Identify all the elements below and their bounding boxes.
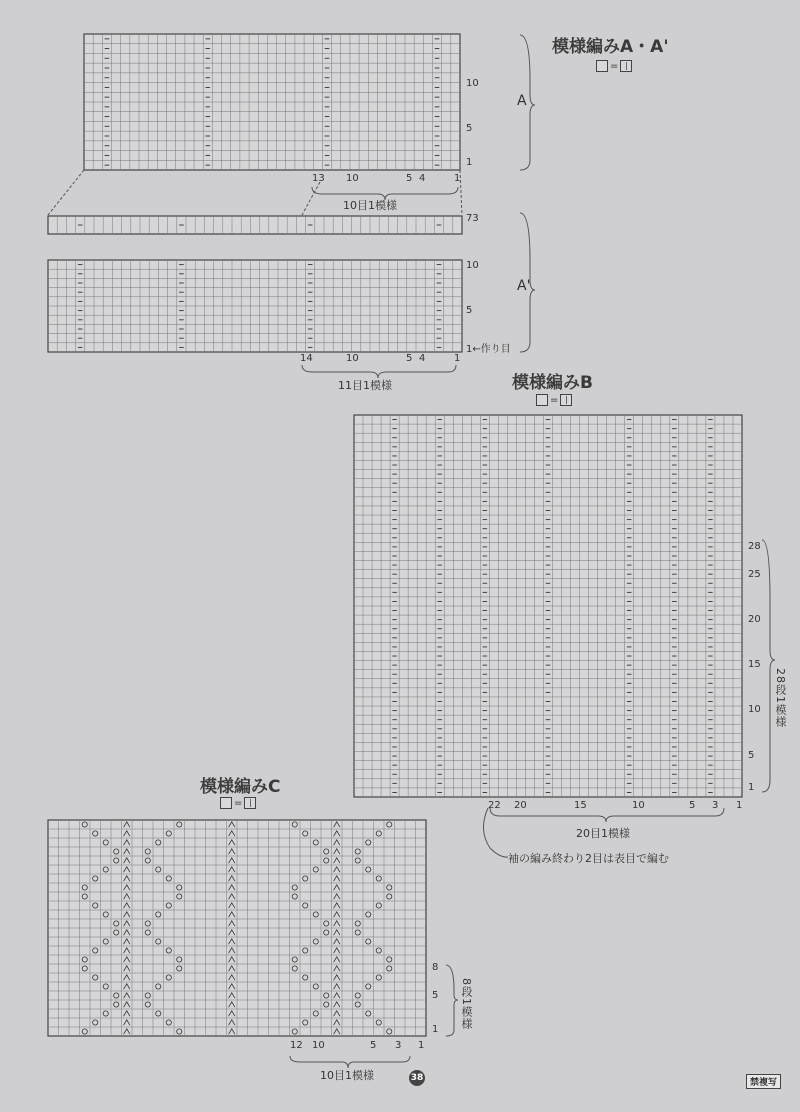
chart-b-row-label: 10 — [748, 704, 761, 715]
chart-a-grid — [84, 34, 460, 170]
chart-a-prime-col-label: 10 — [346, 353, 359, 364]
chart-a-prime-col-label: 4 — [419, 353, 426, 364]
chart-a-row-label: 5 — [466, 123, 473, 134]
chart-b-row-label: 5 — [748, 750, 755, 761]
chart-a-repeat: 10目1模様 — [343, 199, 397, 212]
chart-a-col-label: 4 — [419, 173, 426, 184]
chart-b-grid — [354, 415, 742, 797]
chart-a-prime-col-label: 14 — [300, 353, 313, 364]
chart-b-row-label: 1 — [748, 782, 755, 793]
chart-a-prime-side-label: A' — [517, 278, 531, 294]
chart-b-col-label: 1 — [736, 800, 743, 811]
legend-eq: = — [550, 394, 559, 406]
chart-c-col-label: 1 — [418, 1040, 425, 1051]
legend-eq: = — [234, 797, 243, 809]
chart-c-row-label: 8 — [432, 962, 439, 973]
chart-c-title: 模様編みC — [200, 777, 281, 797]
chart-a-title: 模様編みA・A' — [552, 37, 669, 57]
chart-b-rows-repeat: 28段1模様 — [774, 668, 787, 728]
chart-a-prime-top-label: 73 — [466, 213, 479, 224]
chart-c-col-label: 5 — [370, 1040, 377, 1051]
chart-b-repeat: 20目1模様 — [576, 827, 630, 840]
chart-b-row-label: 20 — [748, 614, 761, 625]
chart-b-note: 袖の編み終わり2目は表目で編む — [508, 852, 669, 865]
chart-b-col-label: 20 — [514, 800, 527, 811]
chart-c-col-label: 12 — [290, 1040, 303, 1051]
chart-a-prime-grid — [48, 216, 462, 352]
chart-b-legend — [536, 394, 572, 406]
chart-a-prime-row-label: 5 — [466, 305, 473, 316]
chart-c-legend — [220, 797, 256, 809]
chart-a-col-label: 13 — [312, 173, 325, 184]
chart-a-prime-col-label: 5 — [406, 353, 413, 364]
chart-a-col-label: 10 — [346, 173, 359, 184]
knit-stitch-icon: | — [560, 394, 572, 406]
chart-b-col-label: 5 — [689, 800, 696, 811]
chart-a-row-label: 1 — [466, 157, 473, 168]
chart-b-col-label: 10 — [632, 800, 645, 811]
knit-stitch-icon: | — [244, 797, 256, 809]
chart-b-col-label: 22 — [488, 800, 501, 811]
chart-a-prime-cast-on: 1←作り目 — [466, 344, 511, 355]
blank-cell-icon — [536, 394, 548, 406]
chart-a-row-label: 10 — [466, 78, 479, 89]
chart-a-prime-row-label: 10 — [466, 260, 479, 271]
chart-c-grid — [48, 820, 426, 1036]
chart-b-col-label: 3 — [712, 800, 719, 811]
chart-c-repeat: 10目1模様 — [320, 1069, 374, 1082]
chart-a-prime-repeat: 11目1模様 — [338, 379, 392, 392]
connector-left — [48, 170, 84, 215]
chart-a-col-label: 1 — [454, 173, 461, 184]
chart-b-row-label: 28 — [748, 541, 761, 552]
page-number: 38 — [409, 1070, 425, 1086]
chart-b-col-label: 15 — [574, 800, 587, 811]
chart-b-row-label: 25 — [748, 569, 761, 580]
chart-b-title: 模様編みB — [512, 373, 593, 393]
chart-a-col-label: 5 — [406, 173, 413, 184]
chart-c-col-label: 3 — [395, 1040, 402, 1051]
chart-a-prime-top-frame — [48, 216, 462, 234]
copy-prohibited-badge: 禁複写 — [746, 1074, 781, 1089]
connector-mid — [302, 182, 320, 215]
bracket-b — [762, 540, 775, 792]
legend-eq: = — [610, 60, 619, 72]
chart-c-row-label: 1 — [432, 1024, 439, 1035]
bracket-c — [446, 965, 458, 1036]
chart-a-prime-col-label: 1 — [454, 353, 461, 364]
chart-b-row-label: 15 — [748, 659, 761, 670]
chart-a-side-label: A — [517, 93, 527, 109]
chart-c-rows-repeat: 8段1模様 — [460, 978, 473, 1030]
knit-stitch-icon: | — [620, 60, 632, 72]
chart-c-row-label: 5 — [432, 990, 439, 1001]
blank-cell-icon — [220, 797, 232, 809]
chart-c-col-label: 10 — [312, 1040, 325, 1051]
